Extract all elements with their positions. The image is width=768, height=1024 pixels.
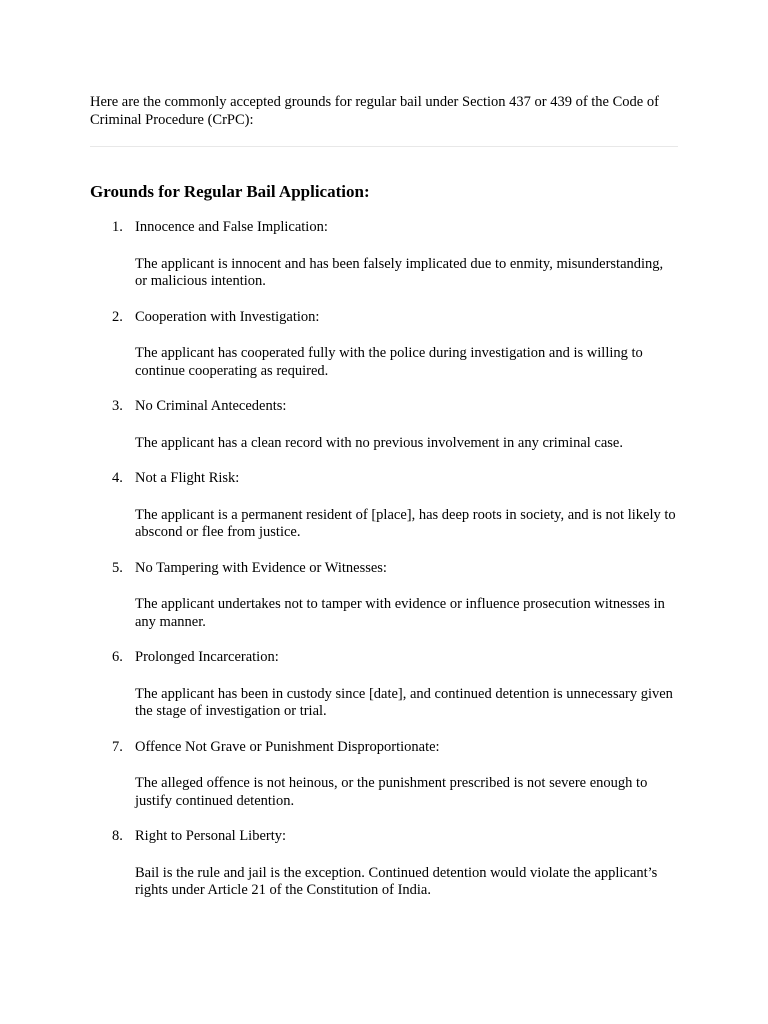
- ground-title: Not a Flight Risk:: [135, 470, 240, 486]
- ground-title: Prolonged Incarceration:: [135, 649, 279, 665]
- ground-number: 6.: [112, 649, 123, 665]
- ground-item-8: [90, 828, 678, 900]
- ground-number: 3.: [112, 398, 123, 414]
- document-page: [90, 94, 678, 918]
- ground-number: 2.: [112, 308, 123, 325]
- ground-item-7: [90, 739, 678, 811]
- ground-title: Cooperation with Investigation:: [135, 308, 320, 325]
- intro-paragraph: Here are the commonly accepted grounds for regular bail under Section 437 or 439 of the Code of Criminal Procedure (CrPC):: [90, 94, 659, 128]
- ground-number: 5.: [112, 559, 123, 576]
- ground-item-3: [90, 398, 678, 452]
- ground-description: The alleged offence is not heinous, or the punishment prescribed is not severe enough to justify continued detention.: [135, 775, 648, 809]
- ground-description: Bail is the rule and jail is the exception. Continued detention would violate the applicant’s rights under Article 21 of the Constitution of India.: [135, 864, 658, 898]
- ground-number: 4.: [112, 470, 123, 486]
- grounds-list: [90, 219, 678, 900]
- ground-item-6: [90, 649, 678, 721]
- ground-number: 8.: [112, 828, 123, 844]
- horizontal-divider: [90, 146, 678, 147]
- ground-item-2: [90, 309, 678, 381]
- ground-description: The applicant has a clean record with no previous involvement in any criminal case.: [135, 434, 623, 451]
- section-heading: Grounds for Regular Bail Application:: [90, 182, 370, 201]
- ground-description: The applicant undertakes not to tamper with evidence or influence prosecution witnesses in any manner.: [135, 596, 665, 630]
- ground-title: No Criminal Antecedents:: [135, 398, 287, 414]
- ground-description: The applicant has been in custody since [date], and continued detention is unnecessary given the stage of investigation or trial.: [135, 685, 673, 719]
- ground-item-4: [90, 470, 678, 542]
- ground-title: Offence Not Grave or Punishment Disproportionate:: [135, 738, 440, 755]
- ground-number: 7.: [112, 738, 123, 755]
- ground-title: Innocence and False Implication:: [135, 219, 328, 235]
- ground-description: The applicant is a permanent resident of [place], has deep roots in society, and is not likely to abscond or flee from justice.: [135, 506, 676, 540]
- ground-item-5: [90, 560, 678, 632]
- ground-number: 1.: [112, 219, 123, 235]
- ground-description: The applicant has cooperated fully with the police during investigation and is willing to continue cooperating as required.: [135, 345, 643, 379]
- ground-title: Right to Personal Liberty:: [135, 828, 287, 844]
- ground-item-1: [90, 219, 678, 291]
- ground-title: No Tampering with Evidence or Witnesses:: [135, 559, 387, 576]
- ground-description: The applicant is innocent and has been falsely implicated due to enmity, misunderstanding, or malicious intention.: [135, 255, 664, 289]
